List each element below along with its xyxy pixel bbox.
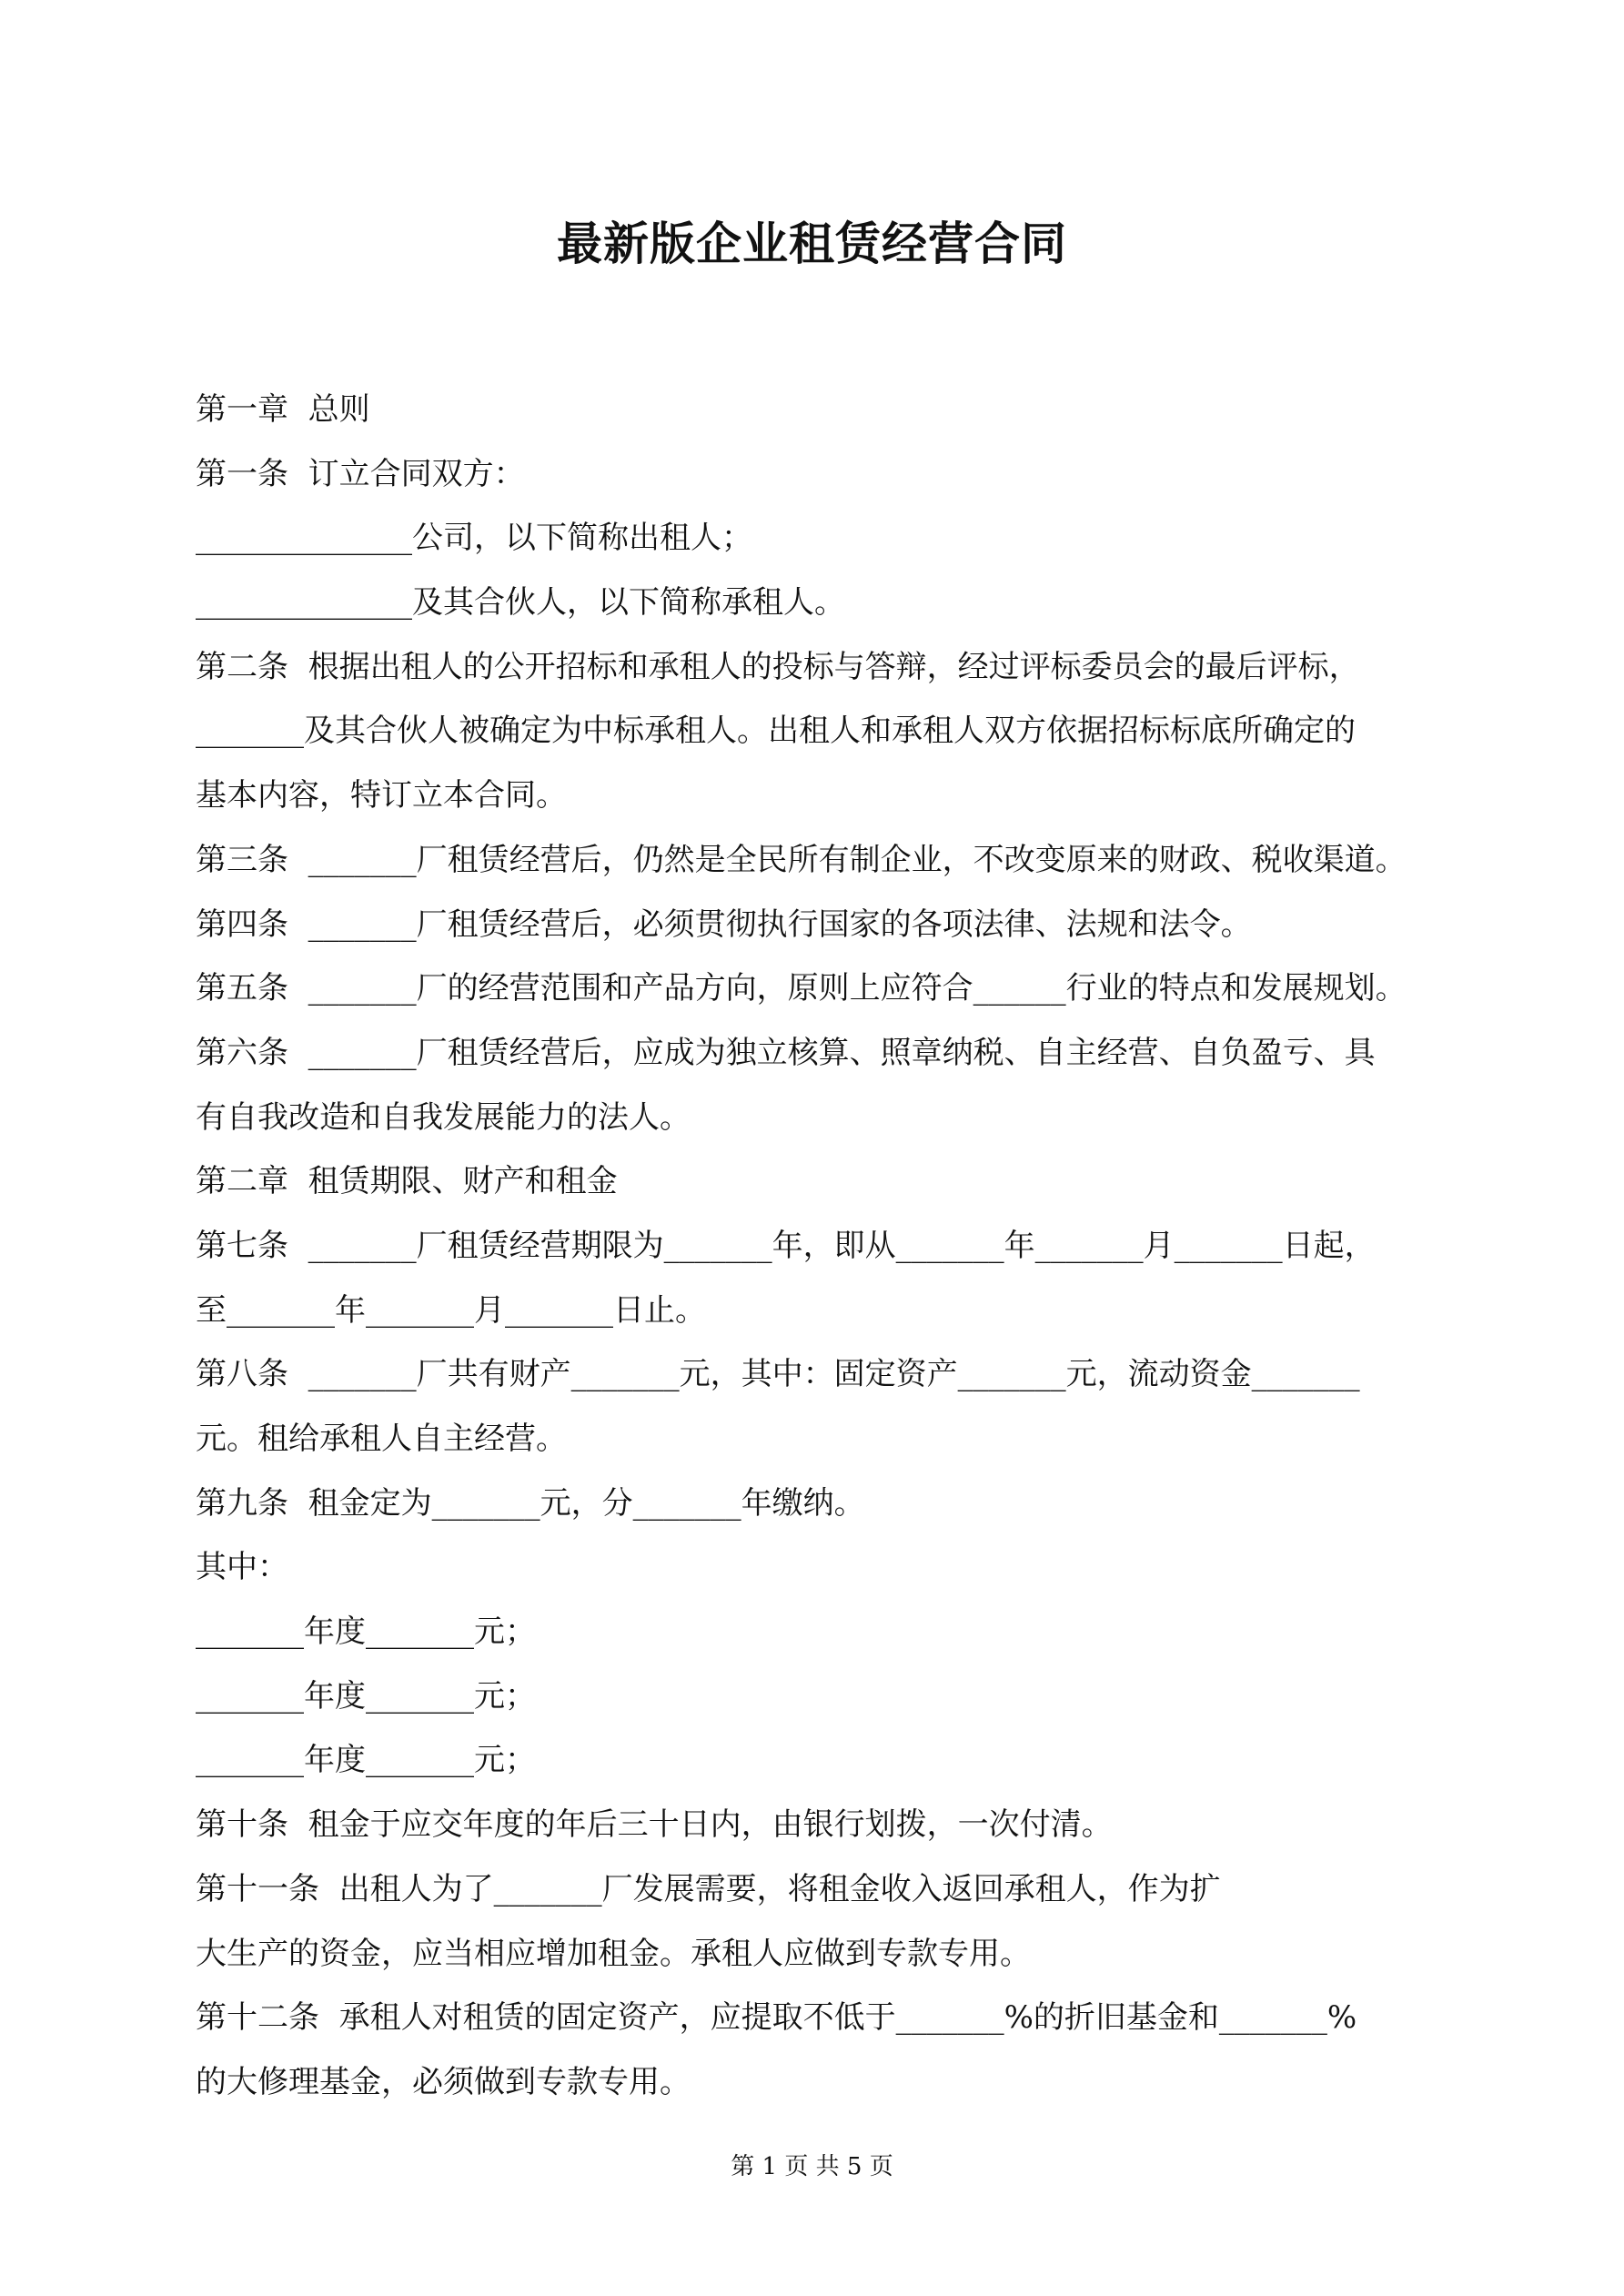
- paragraph-line: ______________公司，以下简称出租人；: [196, 520, 752, 557]
- paragraph-line: 第九条 租金定为_______元，分_______年缴纳。: [196, 1484, 865, 1522]
- page-number-footer: 第 1 页 共 5 页: [731, 2153, 893, 2180]
- paragraph-line: 第一章 总则: [196, 391, 370, 428]
- paragraph-line: 第十条 租金于应交年度的年后三十日内，由银行划拨，一次付清。: [196, 1806, 1113, 1844]
- paragraph-line: 大生产的资金，应当相应增加租金。承租人应做到专款专用。: [196, 1935, 1031, 1972]
- paragraph-line: 其中：: [196, 1549, 288, 1586]
- paragraph-line: ______________及其合伙人，以下简称承租人。: [196, 584, 845, 622]
- paragraph-line: _______年度_______元；: [196, 1677, 536, 1714]
- paragraph-line: _______年度_______元；: [196, 1742, 536, 1779]
- paragraph-line: 第四条 _______厂租赁经营后，必须贯彻执行国家的各项法律、法规和法令。: [196, 905, 1252, 943]
- document-body: [196, 378, 1451, 2115]
- paragraph-line: 第十一条 出租人为了_______厂发展需要，将租金收入返回承租人，作为扩: [196, 1870, 1221, 1907]
- paragraph-line: 第十二条 承租人对租赁的固定资产，应提取不低于_______%的折旧基金和_______%: [196, 1999, 1357, 2037]
- paragraph-line: _______年度_______元；: [196, 1613, 536, 1651]
- paragraph-line: 第五条 _______厂的经营范围和产品方向，原则上应符合______行业的特点和发展规划。: [196, 970, 1407, 1007]
- paragraph-line: 第二章 租赁期限、财产和租金: [196, 1163, 618, 1200]
- paragraph-line: 基本内容，特订立本合同。: [196, 777, 567, 814]
- paragraph-line: 第七条 _______厂租赁经营期限为_______年，即从_______年_______月_______日起，: [196, 1227, 1376, 1264]
- paragraph-line: 第六条 _______厂租赁经营后，应成为独立核算、照章纳税、自主经营、自负盈亏、具: [196, 1034, 1376, 1071]
- paragraph-line: 有自我改造和自我发展能力的法人。: [196, 1098, 691, 1136]
- paragraph-line: 的大修理基金，必须做到专款专用。: [196, 2063, 691, 2100]
- paragraph-line: 至_______年_______月_______日止。: [196, 1291, 706, 1329]
- document-title: 最新版企业租赁经营合同: [557, 217, 1067, 270]
- paragraph-line: 第三条 _______厂租赁经营后，仍然是全民所有制企业，不改变原来的财政、税收渠道。: [196, 841, 1407, 878]
- paragraph-line: 第一条 订立合同双方：: [196, 455, 525, 492]
- paragraph-line: _______及其合伙人被确定为中标承租人。出租人和承租人双方依据招标标底所确定的: [196, 713, 1356, 750]
- paragraph-line: 第二条 根据出租人的公开招标和承租人的投标与答辩，经过评标委员会的最后评标，: [196, 648, 1360, 685]
- paragraph-line: 第八条 _______厂共有财产_______元，其中：固定资产_______元，流动资金_______: [196, 1356, 1360, 1393]
- paragraph-line: 元。租给承租人自主经营。: [196, 1421, 567, 1457]
